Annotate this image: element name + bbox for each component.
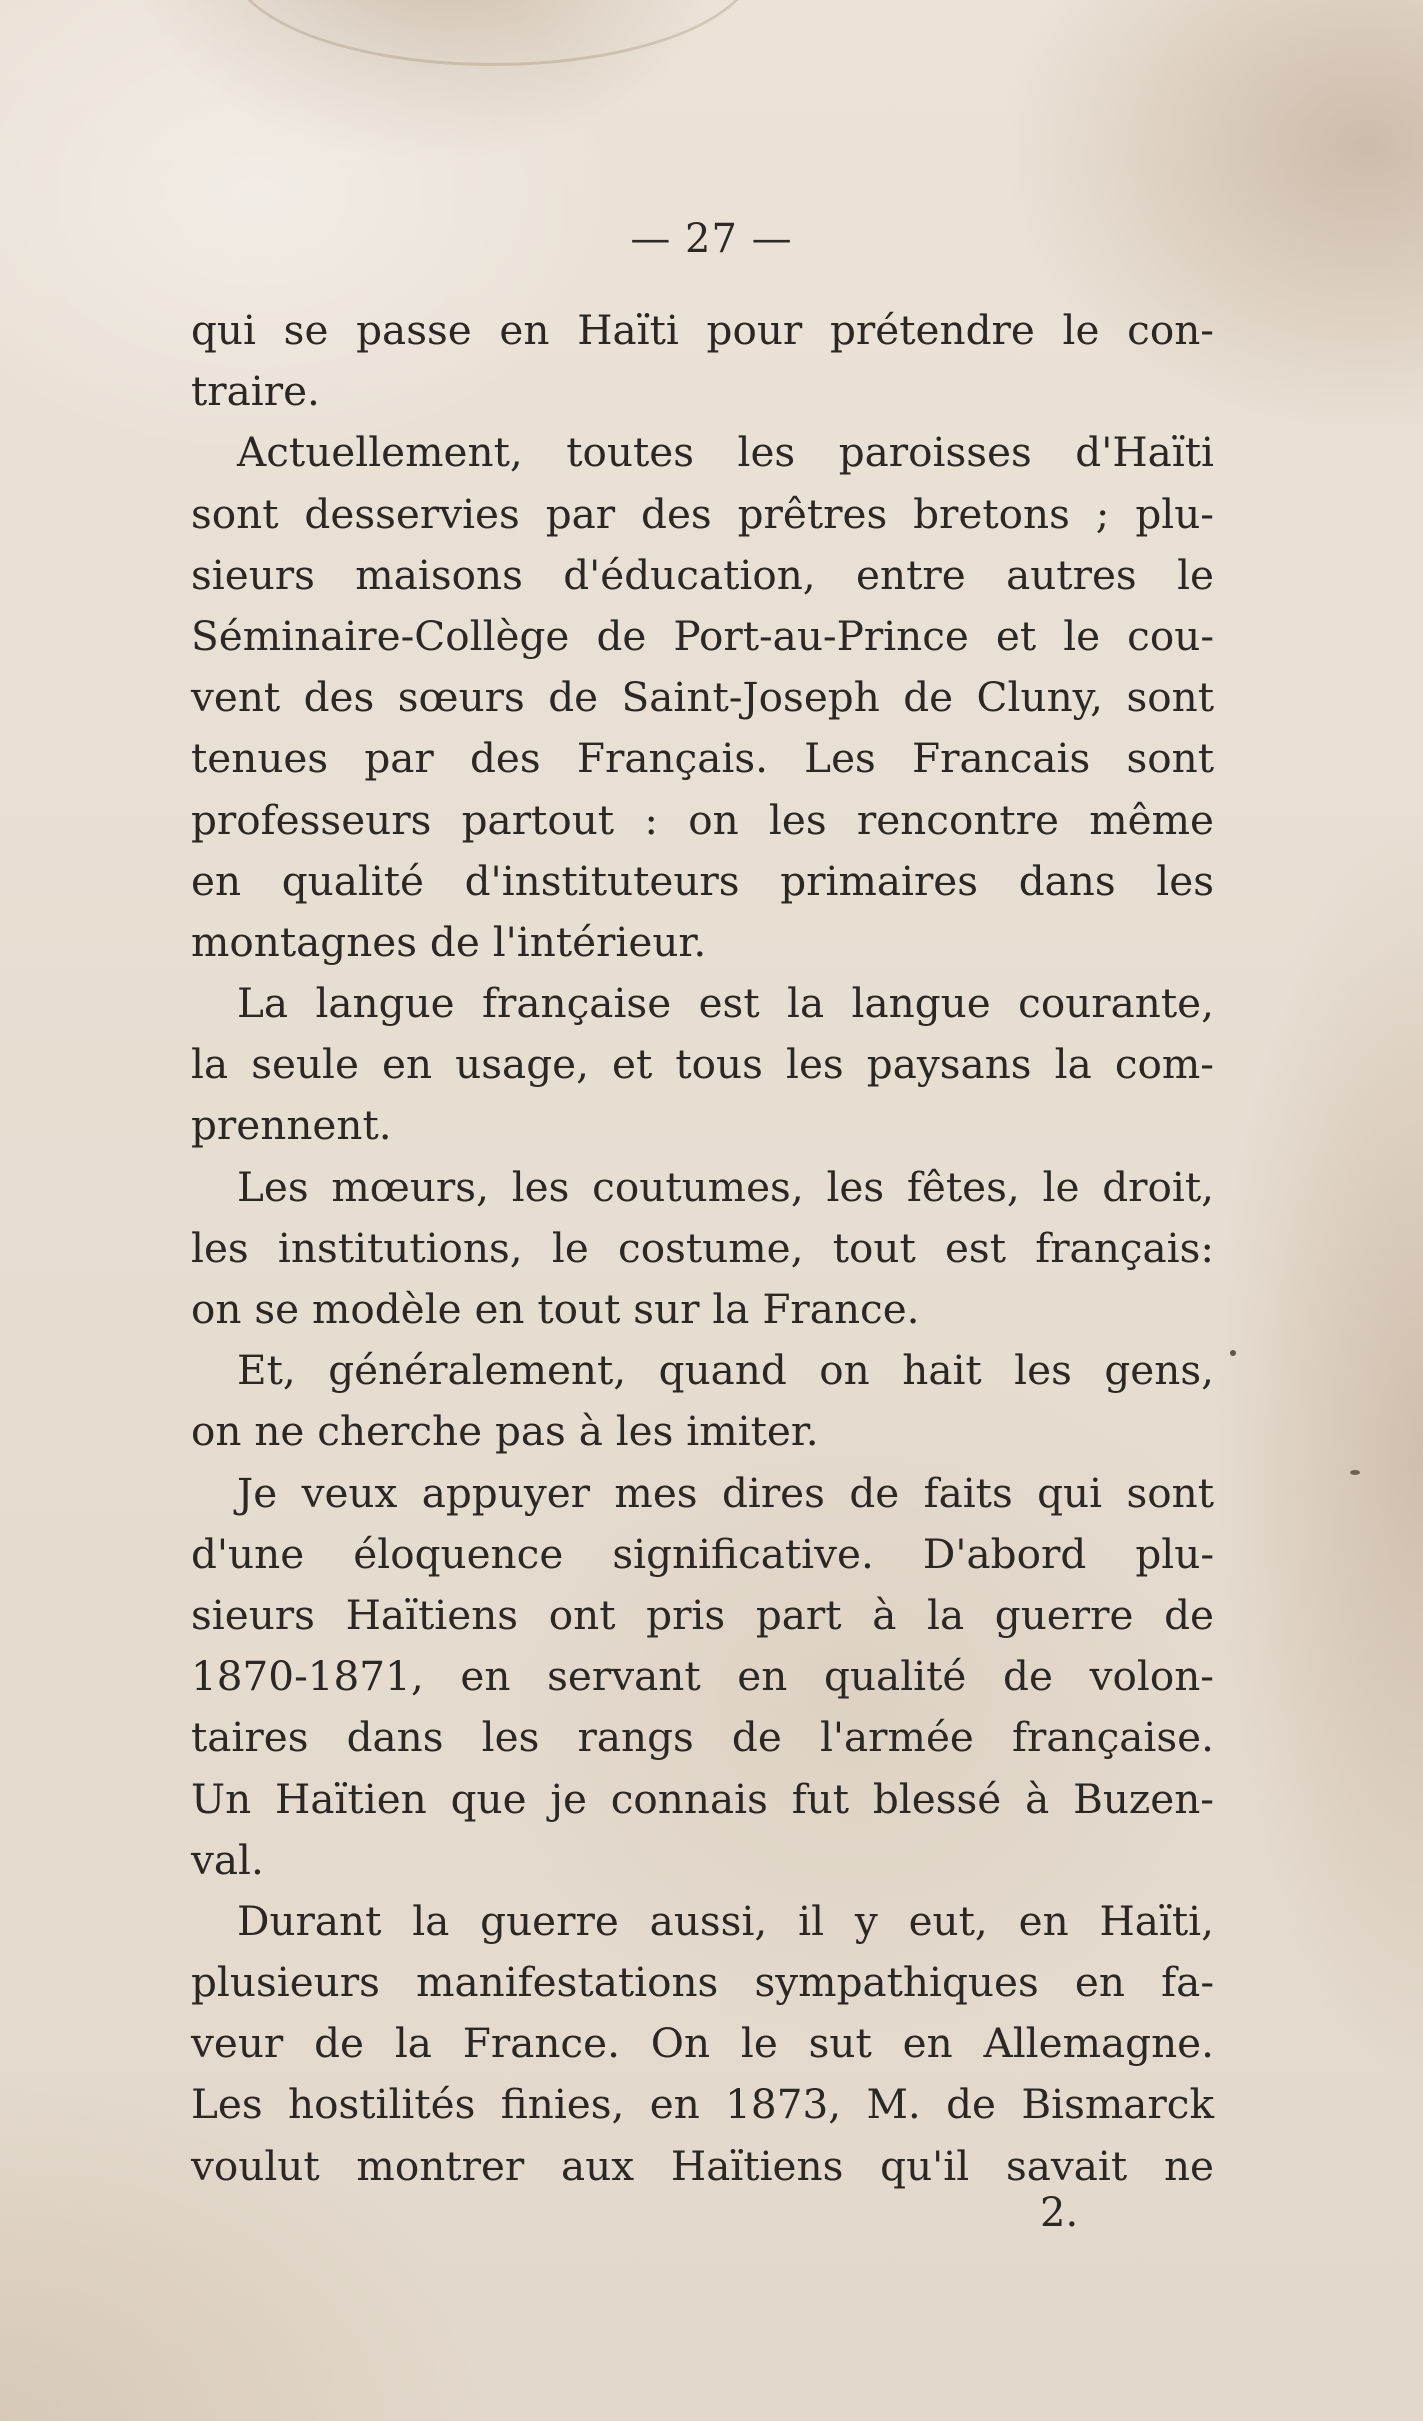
text-line: 1870-1871, en servant en qualité de volon-	[191, 1652, 1214, 1701]
text-line: taires dans les rangs de l'armée française.	[191, 1713, 1214, 1762]
text-line: Je veux appuyer mes dires de faits qui sont	[237, 1468, 1214, 1517]
paragraph	[191, 422, 1214, 973]
paragraph	[191, 1891, 1214, 2197]
text-line: Séminaire-Collège de Port-au-Prince et le cou-	[191, 611, 1214, 660]
paragraph	[191, 1340, 1214, 1462]
text-line: voulut montrer aux Haïtiens qu'il savait ne	[191, 2141, 1214, 2190]
signature-mark: 2.	[1040, 2190, 1079, 2236]
paragraph	[191, 1463, 1214, 1891]
text-line: on se modèle en tout sur la France.	[191, 1285, 920, 1333]
text-line: traire.	[191, 367, 320, 416]
text-line: sieurs maisons d'éducation, entre autres le	[191, 550, 1214, 599]
text-line: Actuellement, toutes les paroisses d'Haïti	[237, 428, 1214, 477]
text-line: sieurs Haïtiens ont pris part à la guerre de	[191, 1590, 1214, 1639]
ink-speck	[1230, 1350, 1236, 1356]
ink-speck	[1350, 1470, 1360, 1475]
text-line: val.	[191, 1835, 264, 1884]
text-line: montagnes de l'intérieur.	[191, 917, 707, 966]
text-line: vent des sœurs de Saint-Joseph de Cluny, sont	[191, 673, 1214, 722]
text-line: sont desservies par des prêtres bretons ; plu-	[191, 489, 1214, 538]
text-line: La langue française est la langue courante,	[237, 979, 1214, 1028]
paragraph	[191, 973, 1214, 1157]
text-line: veur de la France. On le sut en Allemagne.	[191, 2019, 1214, 2068]
text-line: en qualité d'instituteurs primaires dans les	[191, 856, 1214, 905]
text-line: Durant la guerre aussi, il y eut, en Haïti,	[237, 1896, 1214, 1945]
text-line: d'une éloquence significative. D'abord plu-	[191, 1529, 1214, 1578]
body-text	[191, 300, 1214, 2197]
text-line: on ne cherche pas à les imiter.	[191, 1407, 819, 1456]
text-line: professeurs partout : on les rencontre même	[191, 795, 1214, 844]
water-stain	[230, 0, 756, 66]
text-line: Et, généralement, quand on hait les gens,	[237, 1346, 1214, 1395]
paragraph	[191, 300, 1214, 422]
text-line: la seule en usage, et tous les paysans la com-	[191, 1040, 1214, 1089]
text-line: Un Haïtien que je connais fut blessé à Buzen-	[191, 1774, 1214, 1823]
text-line: Les mœurs, les coutumes, les fêtes, le droit,	[237, 1162, 1214, 1211]
text-line: tenues par des Français. Les Francais sont	[191, 734, 1214, 783]
page-number: — 27 —	[630, 216, 793, 262]
text-line: plusieurs manifestations sympathiques en fa-	[191, 1958, 1214, 2007]
text-line: qui se passe en Haïti pour prétendre le con-	[191, 306, 1214, 354]
text-line: prennent.	[191, 1101, 392, 1150]
text-line: Les hostilités finies, en 1873, M. de Bismarck	[191, 2080, 1214, 2129]
text-line: les institutions, le costume, tout est français:	[191, 1223, 1214, 1272]
paragraph	[191, 1157, 1214, 1341]
